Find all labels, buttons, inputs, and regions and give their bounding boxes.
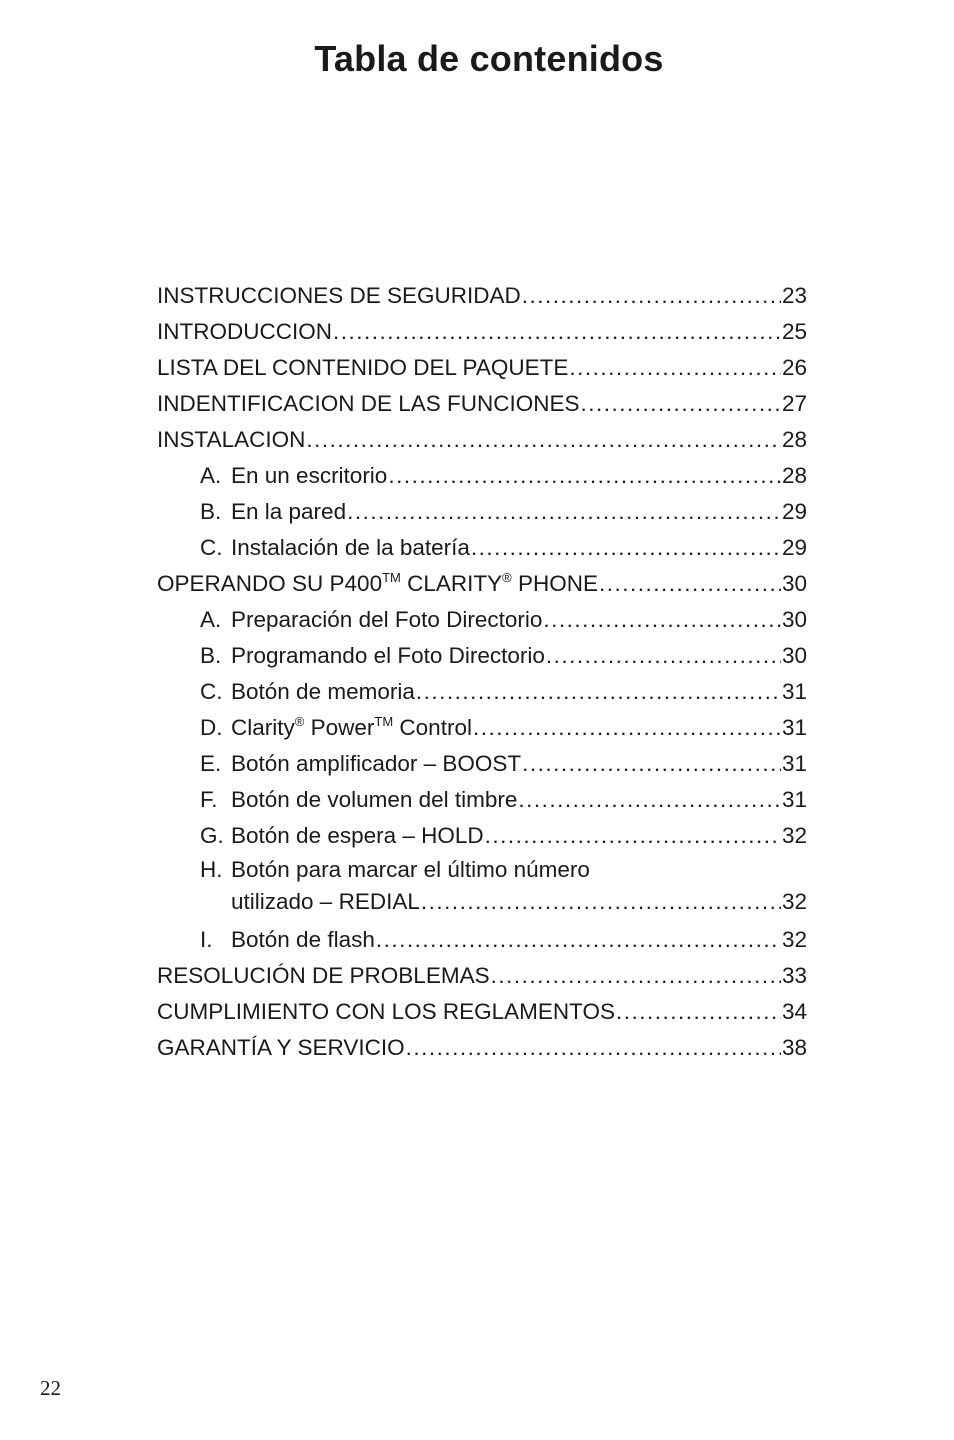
toc-entry-title: LISTA DEL CONTENIDO DEL PAQUETE: [157, 355, 569, 380]
dot-leader: [599, 566, 781, 602]
toc-page-number: 32: [781, 823, 807, 848]
toc-entry-title: [157, 746, 521, 782]
toc-subentry-battery[interactable]: [157, 530, 807, 566]
toc-entry-title: [157, 530, 470, 566]
dot-leader: [518, 782, 781, 818]
toc-subentry-desk[interactable]: [157, 458, 807, 494]
toc-page-number: 33: [781, 963, 807, 988]
toc-entry-label: Preparación del Foto Directorio: [231, 607, 543, 632]
toc-entry-title: [157, 566, 598, 602]
toc-entry-letter: A.: [200, 463, 222, 488]
toc-text-part: CLARITY: [400, 571, 503, 596]
toc-entry-label: Instalación de la batería: [231, 535, 470, 560]
toc-text-part: Control: [393, 715, 472, 740]
toc-entry-title: [157, 638, 545, 674]
toc-entry-troubleshooting[interactable]: [157, 958, 807, 994]
toc-entry-letter: H.: [200, 857, 223, 882]
toc-entry-letter: F.: [200, 787, 218, 812]
toc-page-number: 30: [781, 643, 807, 668]
toc-subentry-boost-button[interactable]: [157, 746, 807, 782]
toc-entry-letter: C.: [200, 535, 223, 560]
table-of-contents: [157, 278, 807, 1066]
toc-entry-label: Botón de espera – HOLD: [231, 823, 484, 848]
toc-text-part: Power: [304, 715, 375, 740]
toc-entry-title: INSTRUCCIONES DE SEGURIDAD: [157, 283, 521, 308]
toc-page-number: 27: [781, 391, 807, 416]
toc-entry-letter: D.: [200, 715, 223, 740]
toc-entry-label: Botón de flash: [231, 927, 375, 952]
toc-entry-feature-identification[interactable]: [157, 386, 807, 422]
trademark-mark: TM: [382, 570, 401, 585]
toc-entry-label: En un escritorio: [231, 463, 388, 488]
toc-page-number: 32: [781, 889, 807, 914]
toc-entry-title: [157, 782, 517, 818]
toc-page-number: 32: [781, 927, 807, 952]
toc-entry-title: [157, 922, 375, 958]
dot-leader: [546, 638, 781, 674]
toc-entry-label: En la pared: [231, 499, 347, 524]
toc-entry-title: [157, 494, 346, 530]
dot-leader: [473, 710, 781, 746]
toc-entry-title: [157, 854, 590, 886]
page-number: 22: [40, 1376, 61, 1400]
toc-entry-title: [157, 458, 387, 494]
toc-text-part: Clarity: [231, 715, 295, 740]
toc-page-number: 30: [781, 571, 807, 596]
toc-entry-warranty-service[interactable]: [157, 1030, 807, 1066]
toc-entry-title: [157, 602, 542, 638]
toc-page-number: 31: [781, 751, 807, 776]
page-title: Tabla de contenidos: [314, 38, 664, 79]
dot-leader: [543, 602, 781, 638]
dot-leader: [388, 458, 781, 494]
toc-subentry-photo-directory-prep[interactable]: [157, 602, 807, 638]
toc-subentry-ringer-volume[interactable]: [157, 782, 807, 818]
toc-page-number: 26: [781, 355, 807, 380]
registered-mark: ®: [502, 570, 512, 585]
toc-entry-letter: G.: [200, 823, 224, 848]
dot-leader: [581, 386, 781, 422]
dot-leader: [485, 818, 781, 854]
toc-entry-title: CUMPLIMIENTO CON LOS REGLAMENTOS: [157, 999, 615, 1024]
toc-entry-safety-instructions[interactable]: [157, 278, 807, 314]
toc-subentry-wall[interactable]: [157, 494, 807, 530]
toc-page-number: 25: [781, 319, 807, 344]
toc-subentry-memory-button[interactable]: [157, 674, 807, 710]
toc-page-number: 30: [781, 607, 807, 632]
dot-leader: [376, 922, 781, 958]
toc-page-number: 31: [781, 715, 807, 740]
dot-leader: [421, 886, 781, 918]
trademark-mark: TM: [374, 714, 394, 729]
toc-entry-letter: I.: [200, 927, 213, 952]
toc-entry-letter: A.: [200, 607, 222, 632]
toc-page-number: 31: [781, 787, 807, 812]
dot-leader: [416, 674, 781, 710]
toc-entry-title: [157, 818, 484, 854]
toc-subentry-redial-continuation[interactable]: [157, 886, 807, 918]
toc-page-number: 34: [781, 999, 807, 1024]
dot-leader: [471, 530, 781, 566]
toc-entry-operating-phone[interactable]: [157, 566, 807, 602]
dot-leader: [491, 958, 781, 994]
toc-entry-letter: C.: [200, 679, 223, 704]
registered-mark: ®: [294, 714, 305, 729]
dot-leader: [569, 350, 781, 386]
toc-entry-label: Botón de volumen del timbre: [231, 787, 518, 812]
dot-leader: [522, 278, 781, 314]
toc-text-part: PHONE: [511, 571, 598, 596]
toc-subentry-power-control[interactable]: [157, 710, 807, 746]
toc-entry-label: Programando el Foto Directorio: [231, 643, 545, 668]
toc-page-number: 28: [781, 463, 807, 488]
toc-entry-regulatory-compliance[interactable]: [157, 994, 807, 1030]
toc-entry-introduction[interactable]: [157, 314, 807, 350]
toc-entry-title: [157, 674, 415, 710]
toc-entry-letter: B.: [200, 643, 222, 668]
toc-entry-title: INDENTIFICACION DE LAS FUNCIONES: [157, 391, 580, 416]
dot-leader: [347, 494, 781, 530]
toc-subentry-flash-button[interactable]: [157, 922, 807, 958]
toc-page-number: 38: [781, 1035, 807, 1060]
toc-page-number: 28: [781, 427, 807, 452]
toc-entry-label: Botón de memoria: [231, 679, 415, 704]
toc-entry-title: INSTALACION: [157, 427, 306, 452]
toc-subentry-hold-button[interactable]: [157, 818, 807, 854]
toc-page-number: 23: [781, 283, 807, 308]
dot-leader: [306, 422, 781, 458]
toc-entry-package-contents[interactable]: [157, 350, 807, 386]
toc-entry-title: GARANTÍA Y SERVICIO: [157, 1035, 405, 1060]
toc-entry-title: RESOLUCIÓN DE PROBLEMAS: [157, 963, 490, 988]
toc-entry-installation[interactable]: [157, 422, 807, 458]
toc-text-part: OPERANDO SU P400: [157, 571, 383, 596]
toc-entry-continuation: utilizado – REDIAL: [231, 889, 420, 914]
dot-leader: [333, 314, 781, 350]
dot-leader: [522, 746, 781, 782]
dot-leader: [406, 1030, 781, 1066]
toc-page-number: 29: [781, 535, 807, 560]
toc-subentry-redial-button[interactable]: [157, 854, 807, 886]
toc-entry-title: [157, 710, 472, 746]
toc-page-number: 31: [781, 679, 807, 704]
toc-entry-label: Botón para marcar el último número: [231, 857, 590, 882]
dot-leader: [616, 994, 781, 1030]
toc-page-number: 29: [781, 499, 807, 524]
toc-subentry-photo-directory-programming[interactable]: [157, 638, 807, 674]
toc-entry-letter: B.: [200, 499, 222, 524]
toc-entry-title: INTRODUCCION: [157, 319, 332, 344]
toc-entry-label: Botón amplificador – BOOST: [231, 751, 522, 776]
toc-entry-letter: E.: [200, 751, 222, 776]
